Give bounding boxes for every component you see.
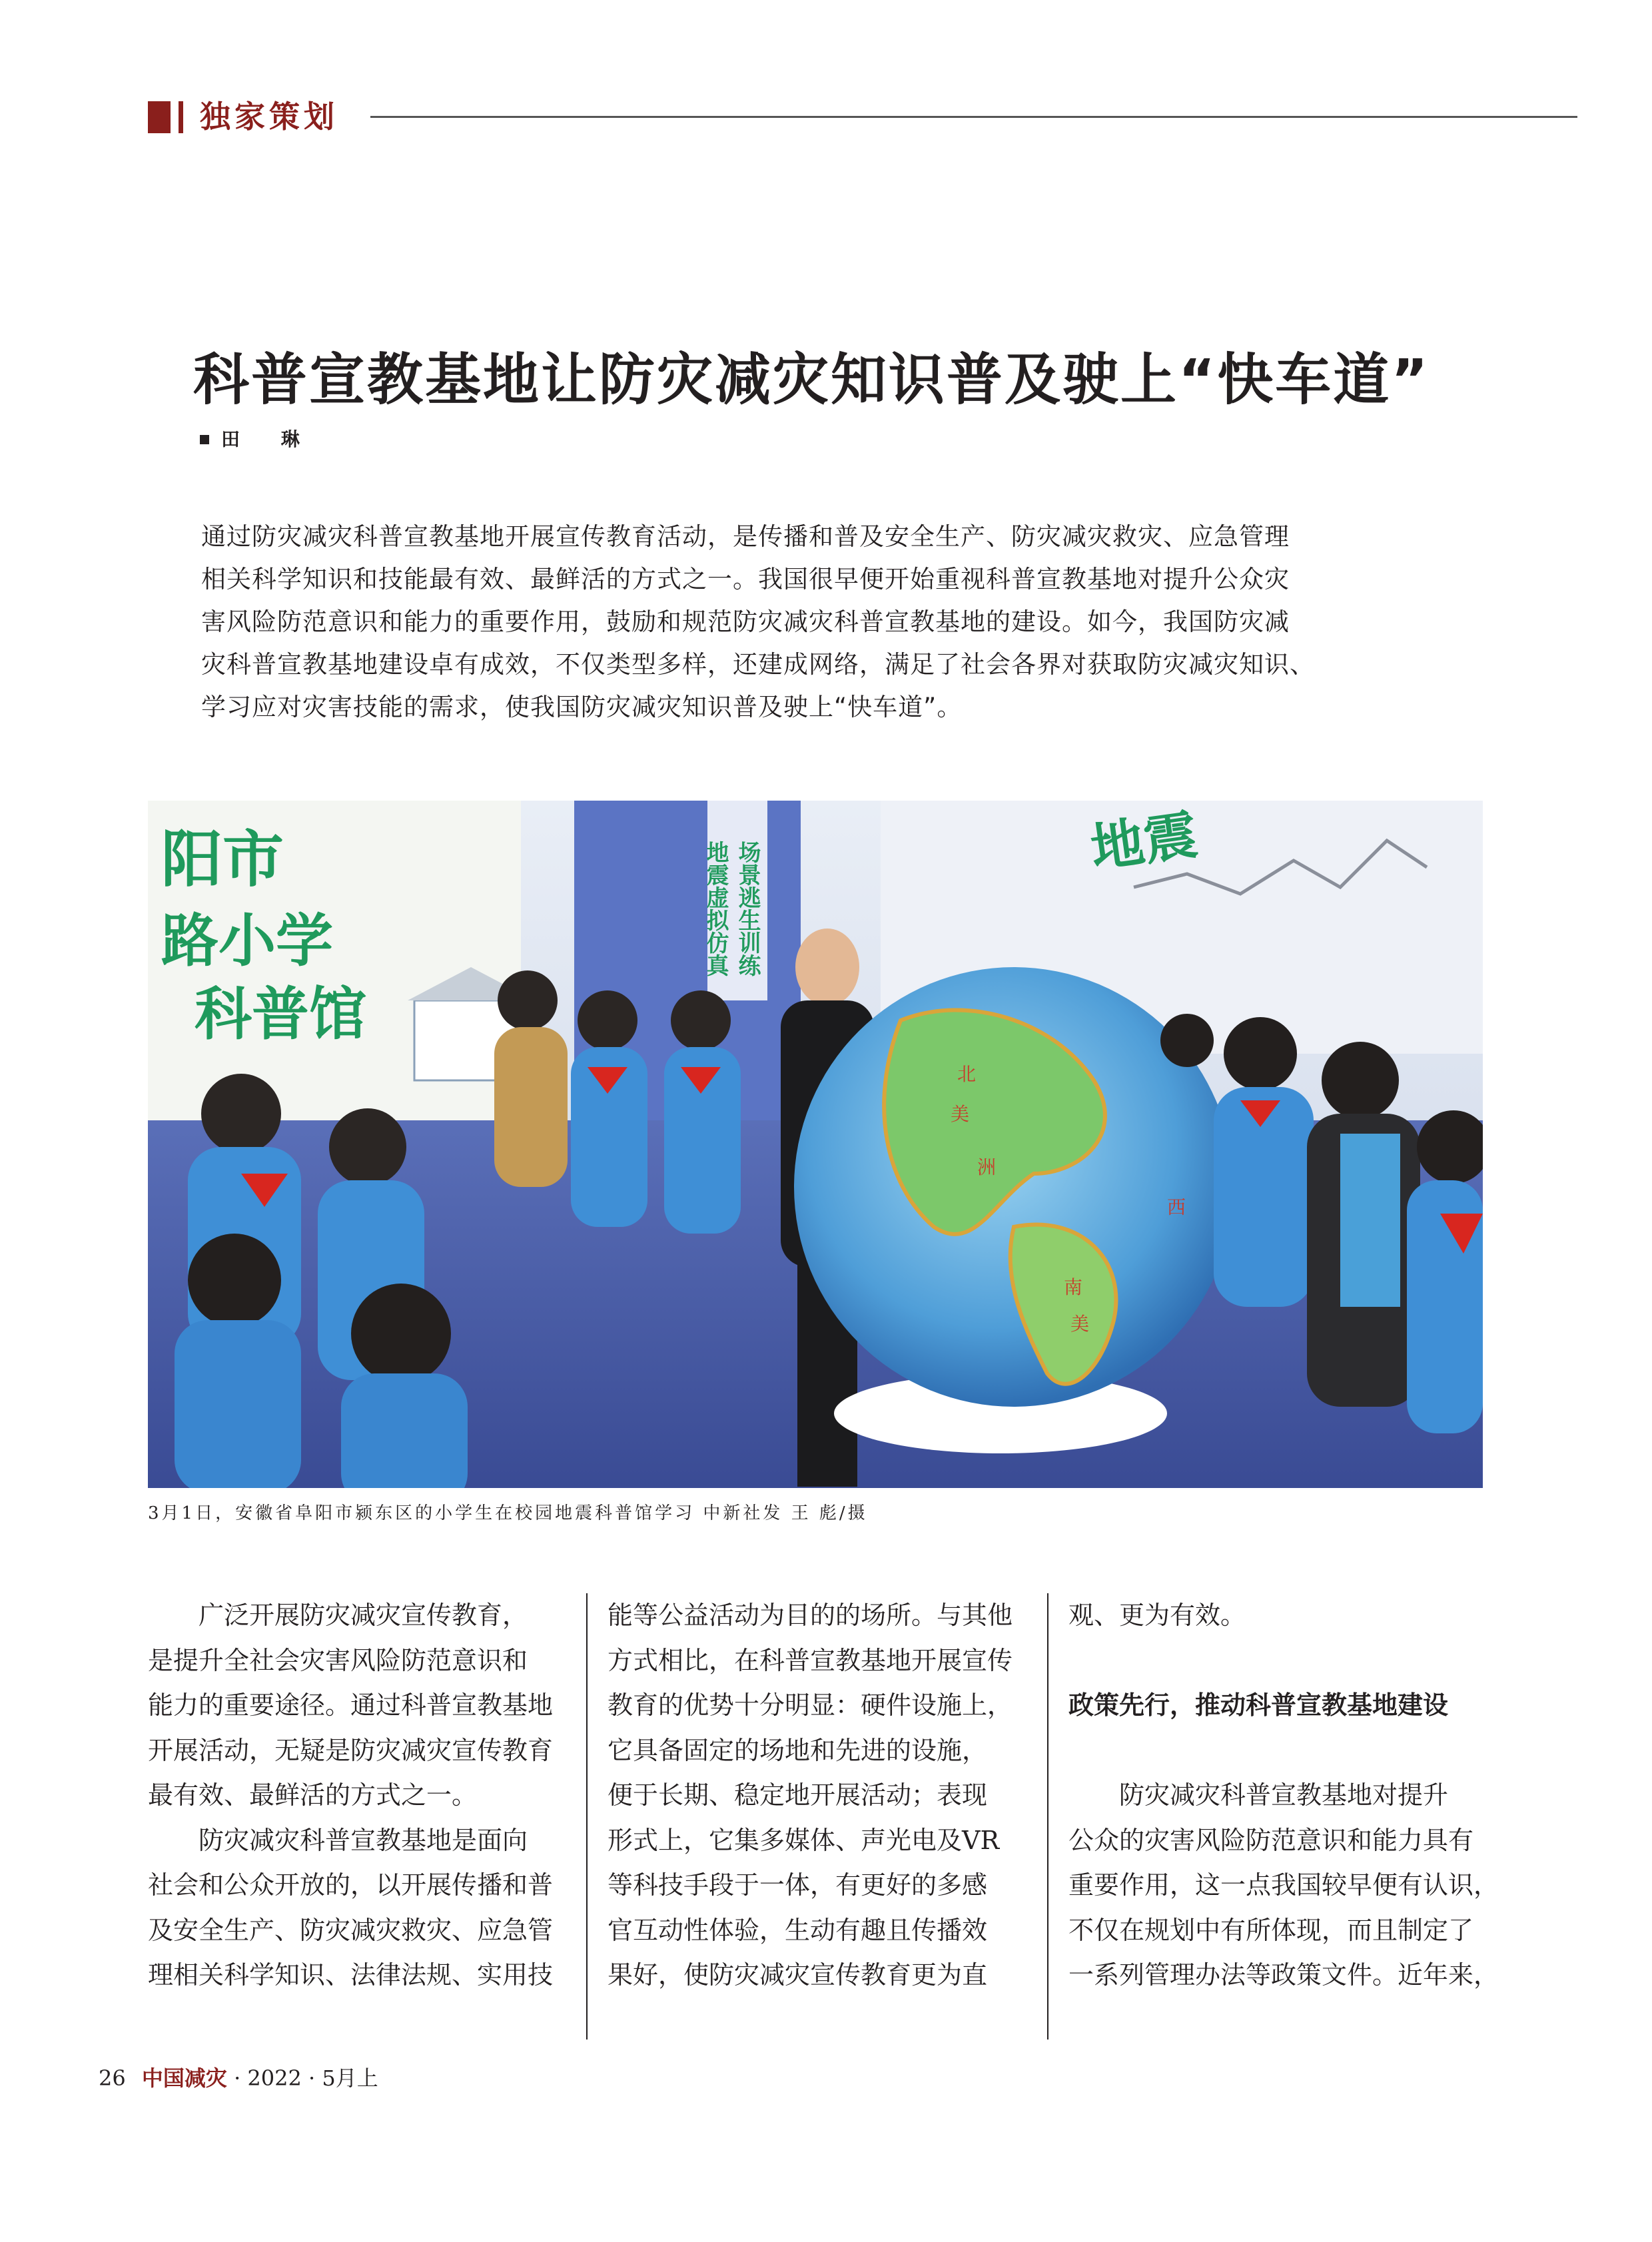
section-subheading: 政策先行，推动科普宣教基地建设 (1068, 1690, 1449, 1720)
body-line: 防灾减灾科普宣教基地对提升 (1119, 1780, 1449, 1810)
globe-label-south: 南 (1064, 1276, 1083, 1298)
section-label: 独家策划 (200, 99, 338, 135)
body-line: 能等公益活动为目的的场所。与其他 (608, 1601, 1013, 1630)
section-marker-bar (179, 101, 183, 133)
body-line: 教育的优势十分明显：硬件设施上， (608, 1690, 1013, 1720)
body-line: 防灾减灾科普宣教基地是面向 (199, 1825, 528, 1855)
issue-date: · 2022 · 5月上 (234, 2065, 378, 2091)
lead-line: 相关科学知识和技能最有效、最鲜活的方式之一。我国很早便开始重视科普宣教基地对提升公众灾 (201, 565, 1290, 593)
photo-caption: 3月1日，安徽省阜阳市颍东区的小学生在校园地震科普馆学习 中新社发 王 彪/摄 (148, 1503, 868, 1523)
sign-school: 路小学 (161, 908, 333, 974)
body-line: 观、更为有效。 (1068, 1601, 1246, 1630)
lead-line: 害风险防范意识和能力的重要作用，鼓励和规范防灾减灾科普宣教基地的建设。如今，我国防灾减 (201, 607, 1290, 636)
body-line: 一系列管理办法等政策文件。近年来， (1068, 1960, 1499, 1990)
body-line: 理相关科学知识、法律法规、实用技 (148, 1960, 554, 1990)
article-lead (201, 516, 1320, 729)
body-line: 便于长期、稳定地开展活动；表现 (608, 1780, 988, 1810)
globe-label-america: 美 (951, 1103, 970, 1125)
globe-label-north: 北 (957, 1063, 977, 1085)
author-bullet (200, 435, 209, 444)
page-number: 26 (99, 2065, 126, 2091)
globe-label-zhou: 洲 (977, 1156, 997, 1178)
body-line: 及安全生产、防灾减灾救灾、应急管 (148, 1915, 554, 1945)
globe-label-mei2: 美 (1070, 1313, 1090, 1335)
sign-city: 阳市 (161, 824, 284, 895)
body-column-3 (1068, 1593, 1499, 1998)
body-line: 广泛开展防灾减灾宣传教育， (199, 1601, 528, 1630)
page-footer (99, 2065, 378, 2091)
column-divider (586, 1593, 588, 2040)
body-line: 形式上，它集多媒体、声光电及VR (608, 1825, 1000, 1855)
body-line: 方式相比，在科普宣教基地开展宣传 (608, 1645, 1013, 1675)
article-author: 田 琳 (221, 428, 317, 450)
section-marker-block (148, 101, 171, 133)
column-divider (1047, 1593, 1048, 2040)
panel-text-1: 地震虚拟仿真 (702, 841, 729, 976)
sign-hall: 科普馆 (195, 981, 366, 1048)
body-line: 官互动性体验，生动有趣且传播效 (608, 1915, 988, 1945)
globe-label-xi: 西 (1167, 1196, 1186, 1218)
body-line: 重要作用，这一点我国较早便有认识， (1068, 1870, 1499, 1900)
body-line: 开展活动，无疑是防灾减灾宣传教育 (148, 1735, 554, 1765)
magazine-name: 中国减灾 (141, 2065, 227, 2091)
body-line: 社会和公众开放的，以开展传播和普 (148, 1870, 554, 1900)
body-line: 它具备固定的场地和先进的设施， (608, 1735, 988, 1765)
lead-line: 学习应对灾害技能的需求，使我国防灾减灾知识普及驶上“快车道”。 (201, 693, 963, 721)
panel-text-2: 场景逃生训练 (734, 841, 761, 976)
body-column-2 (608, 1593, 1025, 1998)
header-rule (370, 116, 1577, 118)
lead-line: 通过防灾减灾科普宣教基地开展宣传教育活动，是传播和普及安全生产、防灾减灾救灾、应急管理 (201, 522, 1290, 551)
body-line: 等科技手段于一体，有更好的多感 (608, 1870, 988, 1900)
body-line: 不仅在规划中有所体现，而且制定了 (1068, 1915, 1474, 1945)
body-line: 能力的重要途径。通过科普宣教基地 (148, 1690, 554, 1720)
body-line: 最有效、最鲜活的方式之一。 (148, 1780, 478, 1810)
sign-quake: 地震 (1086, 803, 1202, 880)
article-photo (148, 801, 1483, 1488)
lead-line: 灾科普宣教基地建设卓有成效，不仅类型多样，还建成网络，满足了社会各界对获取防灾减灾知识、 (201, 650, 1315, 679)
body-line: 公众的灾害风险防范意识和能力具有 (1068, 1825, 1474, 1855)
body-line: 是提升全社会灾害风险防范意识和 (148, 1645, 528, 1675)
photo-illustration (148, 801, 1483, 1488)
body-line: 果好，使防灾减灾宣传教育更为直 (608, 1960, 988, 1990)
article-title: 科普宣教基地让防灾减灾知识普及驶上“快车道” (193, 347, 1430, 412)
body-column-1 (148, 1593, 565, 1998)
